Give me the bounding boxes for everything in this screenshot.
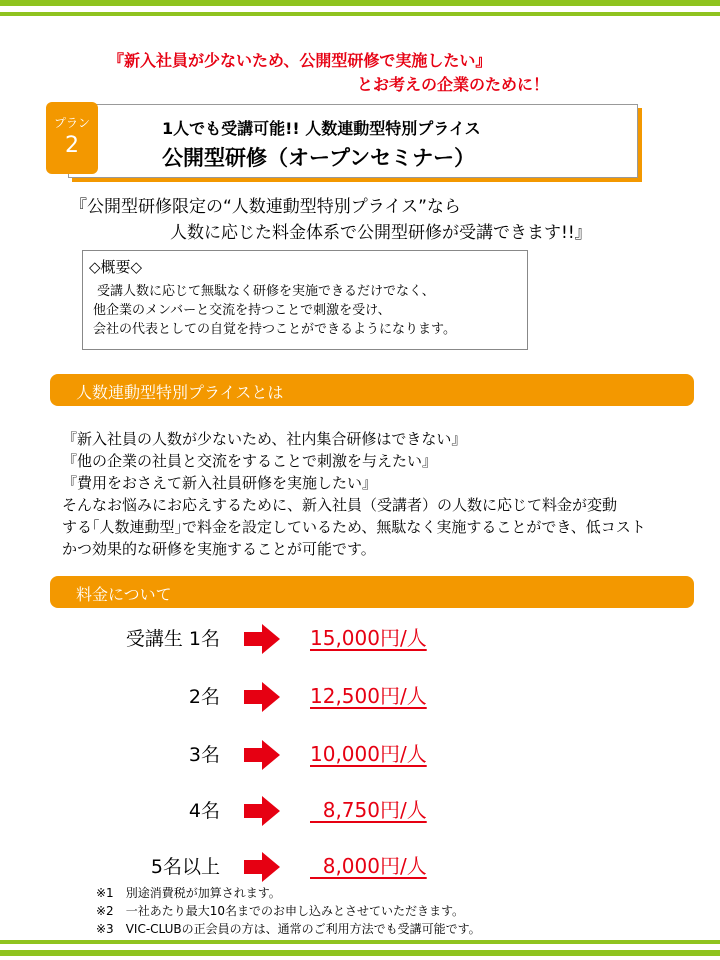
overview-box	[82, 250, 528, 350]
plan-subtitle: 1人でも受講可能!! 人数連動型特別プライス	[162, 119, 481, 138]
plan-badge-label: プラン	[53, 116, 90, 130]
section-heading-text: 人数連動型特別プライスとは	[76, 383, 284, 402]
price-per-person: 12,500円/人	[310, 684, 427, 708]
headline-line-2: とお考えの企業のために！	[357, 75, 550, 94]
section-heading-pricing-concept	[50, 374, 694, 406]
bottom-border-bar-thin	[0, 940, 720, 944]
price-per-person: 15,000円/人	[310, 626, 427, 650]
intro-line-1: 『公開型研修限定の“人数連動型特別プライス”なら	[70, 197, 461, 217]
plan-title: 公開型研修（オープンセミナー）	[162, 146, 476, 170]
price-row	[0, 618, 720, 658]
footnote: ※1 別途消費税が加算されます。	[96, 886, 281, 900]
attendee-count: 受講生 1名	[125, 628, 220, 650]
arrow-right-icon	[244, 740, 280, 770]
attendee-count: 3名	[188, 744, 220, 766]
section-heading-fees	[50, 576, 694, 608]
footnote: ※3 VIC-CLUBの正会員の方は、通常のご利用方法でも受講可能です。	[96, 922, 481, 936]
description-line: そんなお悩みにお応えするために、新入社員（受講者）の人数に応じて料金が変動	[62, 496, 618, 514]
description-line: かつ効果的な研修を実施することが可能です。	[62, 540, 376, 558]
plan-badge	[46, 102, 98, 174]
price-row	[0, 734, 720, 774]
section-heading-text: 料金について	[76, 585, 172, 604]
price-per-person: 8,750円/人	[310, 798, 427, 822]
price-per-person: 10,000円/人	[310, 742, 427, 766]
overview-line: 受講人数に応じて無駄なく研修を実施できるだけでなく、	[97, 284, 435, 299]
overview-line: 他企業のメンバーと交流を持つことで刺激を受け、	[93, 303, 391, 318]
headline-line-1: 『新入社員が少ないため、公開型研修で実施したい』	[108, 51, 492, 70]
top-border-bar-thin	[0, 12, 720, 16]
price-per-person: 8,000円/人	[310, 854, 427, 878]
attendee-count: 4名	[188, 800, 220, 822]
overview-line: 会社の代表としての自覚を持つことができるようになります。	[93, 322, 456, 337]
description-line: する｢人数連動型｣で料金を設定しているため、無駄なく実施することができ、低コスト	[62, 518, 646, 536]
price-row	[0, 676, 720, 716]
attendee-count: 5名以上	[150, 856, 220, 878]
attendee-count: 2名	[188, 686, 220, 708]
arrow-right-icon	[244, 796, 280, 826]
top-border-bar	[0, 0, 720, 6]
price-row	[0, 846, 720, 886]
price-row	[0, 790, 720, 830]
description-line: 『新入社員の人数が少ないため、社内集合研修はできない』	[62, 430, 467, 448]
arrow-right-icon	[244, 624, 280, 654]
description-line: 『他の企業の社員と交流をすることで刺激を与えたい』	[62, 452, 438, 470]
footnote: ※2 一社あたり最大10名までのお申し込みとさせていただきます。	[96, 904, 465, 918]
bottom-border-bar	[0, 950, 720, 956]
plan-badge-number: 2	[65, 133, 79, 158]
arrow-right-icon	[244, 682, 280, 712]
arrow-right-icon	[244, 852, 280, 882]
intro-line-2: 人数に応じた料金体系で公開型研修が受講できます!!』	[170, 223, 592, 243]
overview-title: ◇概要◇	[89, 258, 143, 276]
description-line: 『費用をおさえて新入社員研修を実施したい』	[62, 474, 378, 492]
